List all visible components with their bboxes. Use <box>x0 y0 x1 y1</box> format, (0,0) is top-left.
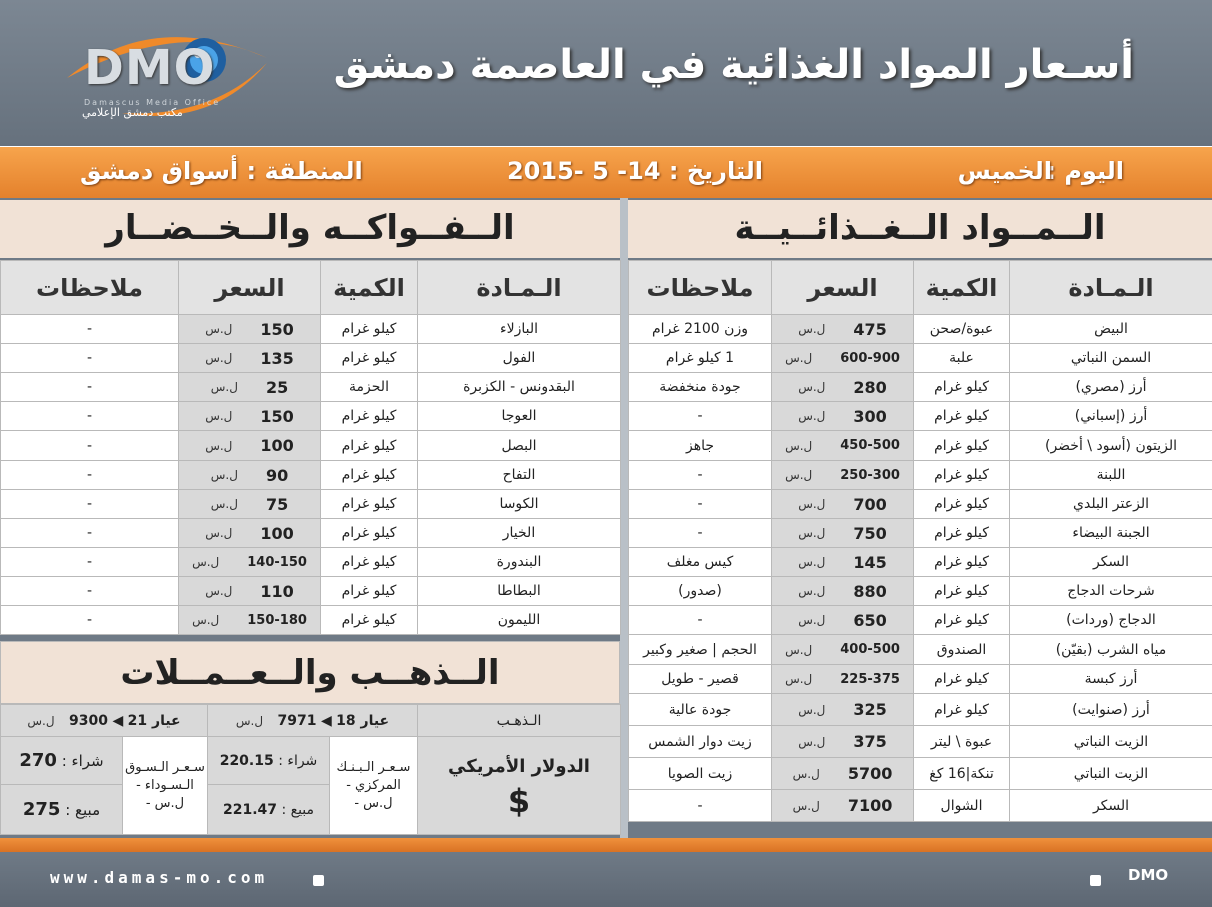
price-cell <box>179 373 321 402</box>
region-text: المنطقة : أسواق دمشق <box>80 157 363 185</box>
header-notes: ملاحظات <box>1 261 179 315</box>
qty-cell: كيلو غرام <box>914 519 1010 548</box>
currency-label: ل.س <box>798 584 826 598</box>
gold-k21-price: 9300 <box>69 712 108 729</box>
veg-table <box>0 260 621 635</box>
qty-cell: الصندوق <box>914 635 1010 665</box>
food-row <box>629 344 1212 373</box>
logo-text: DMO <box>84 40 216 96</box>
header-item: الـمـادة <box>418 261 621 315</box>
veg-row <box>1 490 621 519</box>
price-value: 90 <box>265 465 289 485</box>
header-item: الـمـادة <box>1010 261 1212 315</box>
price-value: 150 <box>260 406 294 426</box>
price-cell <box>772 402 914 431</box>
food-row <box>629 373 1212 402</box>
currency-label: ل.س <box>785 351 813 365</box>
notes-cell: - <box>629 606 772 635</box>
price-value: 750 <box>853 523 887 543</box>
food-row <box>629 577 1212 606</box>
price-cell <box>179 431 321 461</box>
veg-row <box>1 606 621 635</box>
food-row <box>629 726 1212 758</box>
currency-label: ل.س <box>785 468 813 482</box>
gold-section-title: الــذهــب والــعــمــلات <box>0 641 620 704</box>
header-qty: الكمية <box>914 261 1010 315</box>
item-cell: السكر <box>1010 548 1212 577</box>
notes-cell: - <box>1 461 179 490</box>
notes-cell: كيس مغلف <box>629 548 772 577</box>
currency-label: ل.س <box>192 555 220 569</box>
gold-k18-price: 7971 <box>277 712 317 729</box>
price-value: 880 <box>853 581 887 601</box>
price-value: 75 <box>265 494 289 514</box>
qty-cell: كيلو غرام <box>914 490 1010 519</box>
veg-row <box>1 344 621 373</box>
item-cell: شرحات الدجاج <box>1010 577 1212 606</box>
item-cell: الزيت النباتي <box>1010 758 1212 790</box>
food-row <box>629 431 1212 461</box>
qty-cell: تنكة|16 كغ <box>914 758 1010 790</box>
veg-row <box>1 402 621 431</box>
price-cell <box>179 461 321 490</box>
currency-label: ل.س <box>792 798 820 813</box>
price-cell <box>179 315 321 344</box>
price-value: 150-180 <box>247 612 307 628</box>
item-cell: السكر <box>1010 790 1212 822</box>
price-cell <box>179 490 321 519</box>
price-cell <box>772 519 914 548</box>
page-title: أسـعار المواد الغذائية في العاصمة دمشق <box>333 42 1134 88</box>
item-cell: الزعتر البلدي <box>1010 490 1212 519</box>
price-value: 225-375 <box>840 671 900 687</box>
price-cell <box>772 431 914 461</box>
price-cell <box>772 315 914 344</box>
item-cell: السمن النباتي <box>1010 344 1212 373</box>
notes-cell: - <box>629 490 772 519</box>
price-value: 475 <box>853 319 887 339</box>
day-value: الخميس <box>957 157 1052 185</box>
notes-cell: - <box>1 431 179 461</box>
food-row <box>629 606 1212 635</box>
qty-cell: كيلو غرام <box>914 694 1010 726</box>
price-value: 700 <box>853 494 887 514</box>
item-cell: العوجا <box>418 402 621 431</box>
arrow-left-icon: ◀ <box>320 712 332 729</box>
qty-cell: الحزمة <box>321 373 418 402</box>
item-cell: الزيت النباتي <box>1010 726 1212 758</box>
dollar-icon: $ <box>507 781 531 820</box>
currency-label: ل.س <box>205 409 233 423</box>
dmo-logo <box>62 18 277 126</box>
arrow-left-icon: ◀ <box>112 712 124 729</box>
bullet-icon <box>1090 875 1101 886</box>
veg-row <box>1 315 621 344</box>
price-cell <box>179 577 321 606</box>
currency-label: ل.س <box>205 322 233 336</box>
price-value: 375 <box>853 732 887 751</box>
notes-cell: - <box>629 461 772 490</box>
veg-row <box>1 519 621 548</box>
food-row <box>629 790 1212 822</box>
price-cell <box>772 758 914 790</box>
gold-k18-currency: ل.س <box>235 713 264 728</box>
qty-cell: الشوال <box>914 790 1010 822</box>
black-buy-value: 270 <box>19 750 57 771</box>
notes-cell: زيت دوار الشمس <box>629 726 772 758</box>
price-cell <box>772 606 914 635</box>
website-link[interactable]: www.damas-mo.com <box>50 868 269 887</box>
bank-sell-label: مبيع : <box>281 801 315 818</box>
veg-header-row <box>1 261 621 315</box>
notes-cell: جاهز <box>629 431 772 461</box>
veg-row <box>1 577 621 606</box>
notes-cell: جودة عالية <box>629 694 772 726</box>
qty-cell: عبوة/صحن <box>914 315 1010 344</box>
notes-cell: الحجم | صغير وكبير <box>629 635 772 665</box>
food-row <box>629 665 1212 694</box>
currency-label: ل.س <box>798 322 826 336</box>
currency-label: ل.س <box>210 468 238 482</box>
food-row <box>629 402 1212 431</box>
central-bank-label: سـعـر الـبـنـك المركزي - ل.س - <box>330 737 418 835</box>
item-cell: البقدونس - الكزبرة <box>418 373 621 402</box>
qty-cell: كيلو غرام <box>321 548 418 577</box>
usd-name: الدولار الأمريكي <box>448 755 590 777</box>
currency-label: ل.س <box>798 497 826 511</box>
usd-cell <box>418 737 621 835</box>
item-cell: الفول <box>418 344 621 373</box>
bank-buy-value: 220.15 <box>219 752 274 769</box>
food-row <box>629 694 1212 726</box>
item-cell: التفاح <box>418 461 621 490</box>
date-text: التاريخ : 14- 5 -2015 <box>506 157 764 185</box>
qty-cell: كيلو غرام <box>321 431 418 461</box>
price-cell <box>772 461 914 490</box>
currency-label: ل.س <box>798 613 826 627</box>
food-row <box>629 490 1212 519</box>
header-price: السعر <box>179 261 321 315</box>
currency-label: ل.س <box>210 497 238 511</box>
item-cell: أرز (صنوايت) <box>1010 694 1212 726</box>
price-cell <box>179 402 321 431</box>
price-cell <box>772 790 914 822</box>
gold-k21-currency: ل.س <box>27 713 55 728</box>
qty-cell: كيلو غرام <box>321 490 418 519</box>
price-value: 135 <box>260 348 294 368</box>
price-cell <box>179 519 321 548</box>
qty-cell: كيلو غرام <box>914 431 1010 461</box>
item-cell: الليمون <box>418 606 621 635</box>
notes-cell: وزن 2100 غرام <box>629 315 772 344</box>
qty-cell: كيلو غرام <box>321 461 418 490</box>
price-value: 280 <box>853 377 887 397</box>
item-cell: البيض <box>1010 315 1212 344</box>
gold-currency-table <box>0 704 621 835</box>
column-divider <box>620 198 628 838</box>
item-cell: مياه الشرب (بقيّن) <box>1010 635 1212 665</box>
notes-cell: - <box>1 606 179 635</box>
item-cell: الخيار <box>418 519 621 548</box>
item-cell: الجبنة البيضاء <box>1010 519 1212 548</box>
price-cell <box>772 490 914 519</box>
notes-cell: جودة منخفضة <box>629 373 772 402</box>
food-header-row <box>629 261 1212 315</box>
gold-k18-label: عيار 18 <box>336 712 390 729</box>
item-cell: أرز (إسباني) <box>1010 402 1212 431</box>
notes-cell: - <box>1 402 179 431</box>
qty-cell: كيلو غرام <box>914 461 1010 490</box>
footer-logo: DMO <box>1128 866 1169 884</box>
currency-label: ل.س <box>205 526 233 540</box>
footer-accent-bar <box>0 838 1212 852</box>
veg-row <box>1 431 621 461</box>
currency-label: ل.س <box>785 672 813 686</box>
header-notes: ملاحظات <box>629 261 772 315</box>
qty-cell: كيلو غرام <box>321 344 418 373</box>
veg-row <box>1 461 621 490</box>
currency-label: ل.س <box>792 766 820 781</box>
item-cell: الدجاج (وردات) <box>1010 606 1212 635</box>
item-cell: أرز (مصري) <box>1010 373 1212 402</box>
price-value: 450-500 <box>840 438 900 453</box>
notes-cell: - <box>1 519 179 548</box>
price-value: 5700 <box>847 764 893 783</box>
currency-label: ل.س <box>192 613 220 627</box>
price-value: 100 <box>260 436 294 455</box>
black-market-label: سـعـر الـسـوق الـسـوداء - ل.س - <box>123 737 208 835</box>
black-buy-cell <box>1 737 123 785</box>
bank-sell-value: 221.47 <box>222 801 277 818</box>
item-cell: الزيتون (أسود \ أخضر) <box>1010 431 1212 461</box>
qty-cell: كيلو غرام <box>321 577 418 606</box>
item-cell: الكوسا <box>418 490 621 519</box>
notes-cell: - <box>1 315 179 344</box>
price-value: 100 <box>260 523 294 543</box>
veg-section-title: الــفــواكــه والــخــضــار <box>0 200 620 258</box>
notes-cell: قصير - طويل <box>629 665 772 694</box>
qty-cell: كيلو غرام <box>321 519 418 548</box>
gold-label: الـذهـب <box>418 705 621 737</box>
notes-cell: زيت الصويا <box>629 758 772 790</box>
gold-k21 <box>1 705 208 737</box>
qty-cell: عبوة \ ليتر <box>914 726 1010 758</box>
gold-k18 <box>208 705 418 737</box>
notes-cell: - <box>1 344 179 373</box>
currency-label: ل.س <box>210 380 238 394</box>
qty-cell: كيلو غرام <box>321 606 418 635</box>
notes-cell: - <box>629 790 772 822</box>
notes-cell: - <box>1 490 179 519</box>
food-row <box>629 315 1212 344</box>
header-qty: الكمية <box>321 261 418 315</box>
notes-cell: - <box>1 548 179 577</box>
qty-cell: علبة <box>914 344 1010 373</box>
price-value: 400-500 <box>840 642 900 657</box>
bank-buy-label: شراء : <box>278 752 318 769</box>
price-cell <box>772 726 914 758</box>
currency-label: ل.س <box>205 351 233 365</box>
qty-cell: كيلو غرام <box>914 373 1010 402</box>
price-value: 25 <box>265 377 289 397</box>
price-cell <box>772 665 914 694</box>
header-bar <box>0 0 1212 146</box>
qty-cell: كيلو غرام <box>914 548 1010 577</box>
currency-label: ل.س <box>798 734 826 749</box>
black-buy-label: شراء : <box>61 752 104 770</box>
price-cell <box>772 694 914 726</box>
food-row <box>629 758 1212 790</box>
info-bar <box>0 146 1212 198</box>
qty-cell: كيلو غرام <box>914 606 1010 635</box>
food-table <box>628 260 1212 822</box>
header-price: السعر <box>772 261 914 315</box>
price-cell <box>179 548 321 577</box>
food-row <box>629 519 1212 548</box>
food-row <box>629 635 1212 665</box>
currency-label: ل.س <box>798 702 826 717</box>
item-cell: البازلاء <box>418 315 621 344</box>
qty-cell: كيلو غرام <box>914 665 1010 694</box>
qty-cell: كيلو غرام <box>914 577 1010 606</box>
price-value: 7100 <box>847 796 893 815</box>
veg-row <box>1 373 621 402</box>
price-cell <box>772 577 914 606</box>
item-cell: البندورة <box>418 548 621 577</box>
bank-sell-cell <box>208 785 330 835</box>
price-cell <box>179 344 321 373</box>
day-label: اليوم : <box>1046 157 1124 185</box>
notes-cell: - <box>1 373 179 402</box>
currency-label: ل.س <box>785 438 813 453</box>
veg-row <box>1 548 621 577</box>
currency-label: ل.س <box>798 526 826 540</box>
price-value: 150 <box>260 319 294 339</box>
currency-label: ل.س <box>785 642 813 657</box>
currency-label: ل.س <box>798 555 826 569</box>
black-sell-cell <box>1 785 123 835</box>
notes-cell: - <box>629 519 772 548</box>
notes-cell: - <box>1 577 179 606</box>
price-value: 600-900 <box>840 350 900 366</box>
gold-k21-label: عيار 21 <box>127 712 181 729</box>
qty-cell: كيلو غرام <box>321 402 418 431</box>
currency-label: ل.س <box>205 438 233 453</box>
price-value: 325 <box>853 700 887 719</box>
price-cell <box>772 344 914 373</box>
price-cell <box>772 373 914 402</box>
price-value: 110 <box>260 581 294 601</box>
item-cell: أرز كبسة <box>1010 665 1212 694</box>
bullet-icon <box>313 875 324 886</box>
price-value: 250-300 <box>840 467 900 483</box>
price-cell <box>179 606 321 635</box>
price-cell <box>772 635 914 665</box>
price-cell <box>772 548 914 577</box>
price-value: 650 <box>853 610 887 630</box>
food-row <box>629 461 1212 490</box>
qty-cell: كيلو غرام <box>914 402 1010 431</box>
currency-label: ل.س <box>798 380 826 394</box>
logo-arabic: مكتب دمشق الإعلامي <box>82 106 183 119</box>
item-cell: البصل <box>418 431 621 461</box>
black-sell-label: مبيع : <box>65 801 101 819</box>
item-cell: اللبنة <box>1010 461 1212 490</box>
logo-subtitle: Damascus Media Office <box>84 98 221 107</box>
food-row <box>629 548 1212 577</box>
black-sell-value: 275 <box>22 799 61 820</box>
item-cell: البطاطا <box>418 577 621 606</box>
currency-label: ل.س <box>205 584 233 598</box>
price-value: 140-150 <box>247 554 307 570</box>
currency-label: ل.س <box>798 409 826 423</box>
notes-cell: - <box>629 402 772 431</box>
bank-buy-cell <box>208 737 330 785</box>
price-value: 300 <box>853 406 887 426</box>
qty-cell: كيلو غرام <box>321 315 418 344</box>
notes-cell: (صدور) <box>629 577 772 606</box>
price-value: 145 <box>853 552 887 572</box>
food-section-title: الــمــواد الــغــذائــيــة <box>628 200 1212 258</box>
notes-cell: 1 كيلو غرام <box>629 344 772 373</box>
